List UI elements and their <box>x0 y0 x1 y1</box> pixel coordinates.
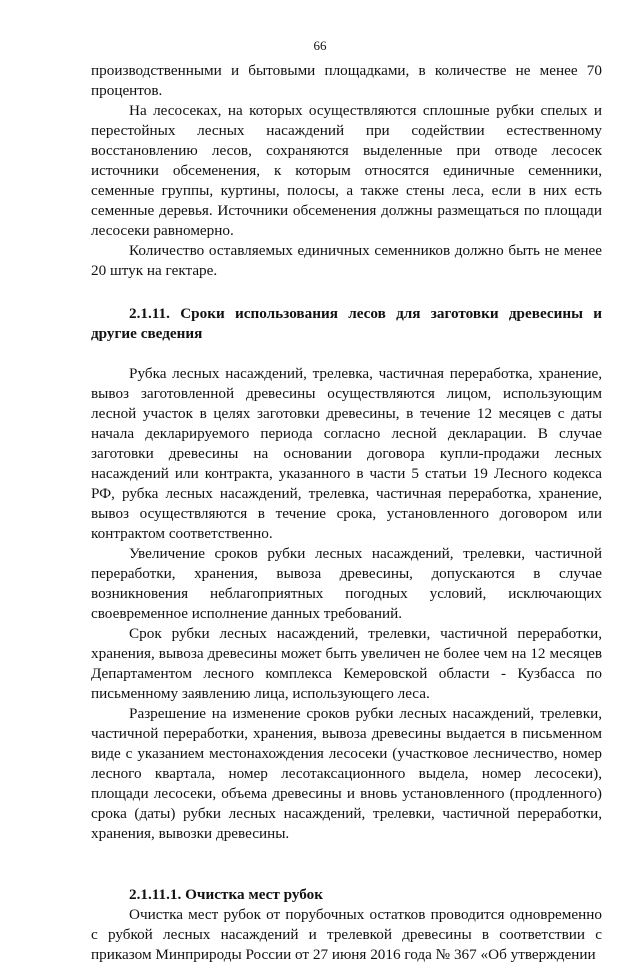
paragraph-seed-sources: На лесосеках, на которых осуществляются сплошные рубки спелых и перестойных лесных насаждений при содействии естественному восстановлению лесов, сохраняются выделенные при отводе лесосек источники обсеменения, к которым относятся единичные семенники, семенные группы, куртины, полосы, а также стены леса, если в них есть семенные деревья. Источники обсеменения должны размещаться по площади лесосеки равномерно. <box>91 102 602 239</box>
paragraph-extension-permit: Разрешение на изменение сроков рубки лесных насаждений, трелевки, частичной переработки, хранения, вывоза древесины выдается в письменном виде с указанием местонахождения лесосеки (участковое лесничество, номер лесного квартала, номер лесотаксационного выдела, номер лесосеки), площади лесосеки, объема древесины и вновь установленного (продленного) срока (даты) рубки лесных насаждений, трелевки, частичной переработки, хранения, вывозки древесины. <box>91 705 602 842</box>
paragraph-site-cleanup: Очистка мест рубок от порубочных остатков проводится одновременно с рубкой лесных насаждений и трелевкой древесины в соответствии с приказом Минприроды России от 27 июня 2016 года № 367 «Об утверждении <box>91 906 602 963</box>
document-body <box>91 61 602 965</box>
section-heading-2-1-11: 2.1.11. Сроки использования лесов для заготовки древесины и другие сведения <box>91 305 602 342</box>
spacer <box>91 844 602 885</box>
paragraph-harvest-terms: Рубка лесных насаждений, трелевка, частичная переработка, хранение, вывоз заготовленной древесины осуществляются лицом, использующим лесной участок в целях заготовки древесины, в течение 12 месяцев с даты начала декларируемого периода согласно лесной декларации. В случае заготовки древесины на основании договора купли-продажи лесных насаждений или контракта, указанного в части 5 статьи 19 Лесного кодекса РФ, рубка лесных насаждений, трелевка, частичная переработка, хранение, вывоз осуществляются в течение срока, установленного договором или контрактом соответственно. <box>91 365 602 542</box>
paragraph-extension-limit: Срок рубки лесных насаждений, трелевки, частичной переработки, хранения, вывоза древесины может быть увеличен не более чем на 12 месяцев Департаментом лесного комплекса Кемеровской области - Кузбасса по письменному заявлению лица, использующего леса. <box>91 625 602 702</box>
paragraph-seed-tree-count: Количество оставляемых единичных семенников должно быть не менее 20 штук на гектаре. <box>91 242 602 279</box>
section-heading-2-1-11-1: 2.1.11.1. Очистка мест рубок <box>129 886 324 903</box>
spacer <box>91 281 602 304</box>
paragraph-term-extension: Увеличение сроков рубки лесных насаждений, трелевки, частичной переработки, хранения, вывоза древесины, допускаются в случае возникновения неблагоприятных погодных условий, исключающих своевременное исполнение данных требований. <box>91 545 602 622</box>
page-number: 66 <box>313 38 327 53</box>
spacer <box>91 344 602 364</box>
paragraph-continuation: производственными и бытовыми площадками, в количестве не менее 70 процентов. <box>91 62 602 99</box>
